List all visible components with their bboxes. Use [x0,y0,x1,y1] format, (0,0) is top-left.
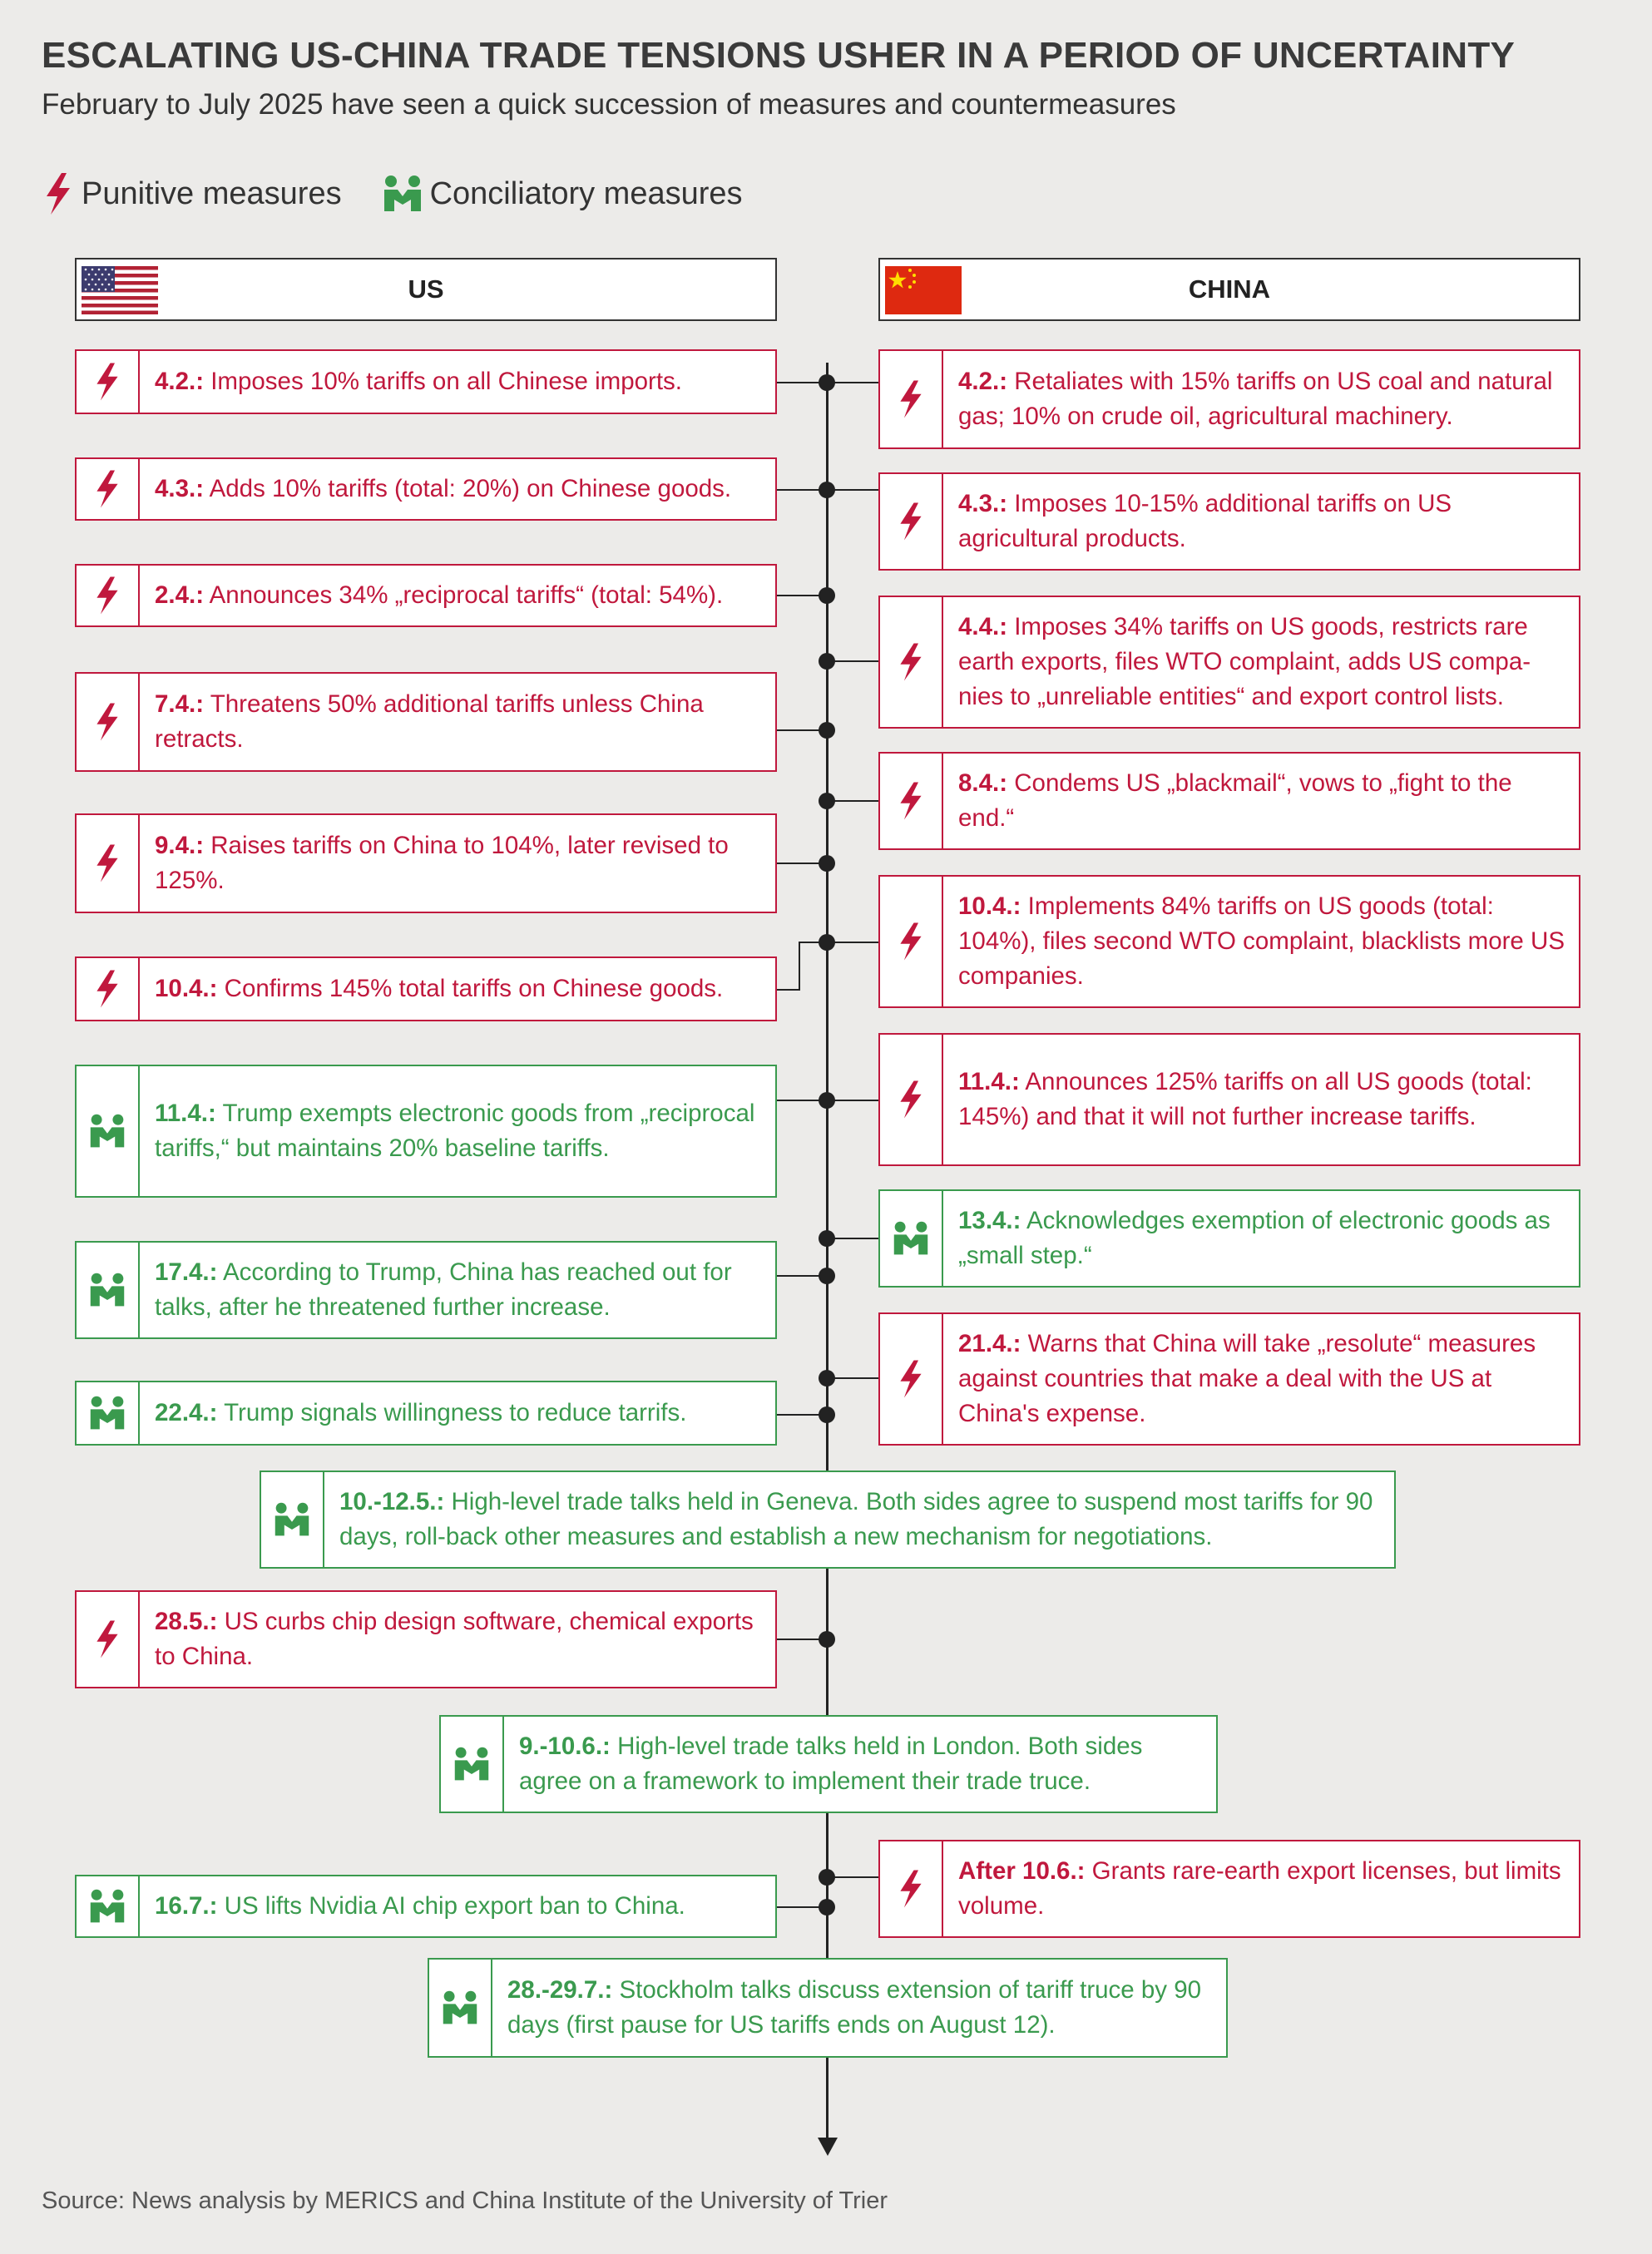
lightning-icon [896,378,926,421]
timeline-dot [819,374,835,391]
timeline-dot [819,587,835,604]
event-text: 4.4.: Imposes 34% tariffs on US goods, restricts rare earth exports, files WTO complaint, adds US compa-nies to „unreliable entities“ and export control lists. [958,613,1531,710]
joint-event-box [428,1958,1228,2058]
lightning-icon [896,1357,926,1401]
event-date: 28.-29.7.: [507,1976,613,2004]
timeline-dot [819,1899,835,1915]
legend-conciliatory [382,173,743,215]
legend [42,171,783,216]
event-text: 9.4.: Raises tariffs on China to 104%, later revised to 125%. [155,832,729,894]
timeline-dot [819,482,835,498]
event-text: 9.-10.6.: High-level trade talks held in London. Both sides agree on a framework to implement their trade truce. [519,1733,1143,1795]
handshake-people-icon [382,173,423,215]
event-date: 10.4.: [155,975,218,1002]
event-date: 4.3.: [155,475,205,502]
timeline-dot [819,653,835,670]
timeline-dot [819,1370,835,1387]
event-text: 7.4.: Threatens 50% additional tariffs unless China retracts. [155,690,704,753]
timeline-dot [819,934,835,951]
event-date: 4.2.: [958,368,1008,395]
china-column-label: CHINA [1188,274,1271,304]
us-event-box [75,1381,777,1446]
us-event-box [75,457,777,521]
us-event-box [75,349,777,414]
event-date: 21.4.: [958,1330,1021,1357]
event-date: 11.4.: [155,1100,216,1127]
event-date: 4.2.: [155,368,205,395]
timeline-dot [819,855,835,872]
handshake-people-icon [453,1745,491,1783]
event-text: 10.4.: Confirms 145% total tariffs on Chinese goods. [155,975,724,1002]
us-event-box [75,813,777,913]
event-date: 4.4.: [958,613,1008,640]
handshake-people-icon [88,1394,126,1432]
event-date: 11.4.: [958,1068,1020,1095]
china-event-box [878,349,1580,449]
event-text: 28.-29.7.: Stockholm talks discuss extension of tariff truce by 90 days (first pause for US tariffs ends on August 12). [507,1976,1202,2039]
handshake-people-icon [88,1887,126,1925]
handshake-people-icon [892,1219,930,1258]
event-date: 17.4.: [155,1258,218,1286]
timeline-dot [819,1406,835,1423]
china-event-box [878,596,1580,729]
event-text: 16.7.: US lifts Nvidia AI chip export ban to China. [155,1892,685,1920]
lightning-icon [92,574,122,617]
china-flag-icon [885,266,962,314]
event-date: After 10.6.: [958,1857,1086,1885]
event-text: 10.-12.5.: High-level trade talks held in Geneva. Both sides agree to suspend most tariffs for 90 days, roll-back other measures and establish a new mechanism for negotiations. [339,1488,1373,1550]
china-event-box [878,1033,1580,1166]
timeline-dot [819,1869,835,1886]
event-date: 16.7.: [155,1892,218,1920]
us-flag-icon [82,266,158,314]
china-event-box [878,1189,1580,1288]
event-text: 11.4.: Announces 125% tariffs on all US goods (total: 145%) and that it will not further increase tariffs. [958,1068,1532,1130]
event-date: 28.5.: [155,1608,218,1635]
us-event-box [75,1875,777,1938]
lightning-icon [896,1867,926,1910]
us-event-box [75,956,777,1021]
joint-event-box [260,1471,1396,1569]
china-event-box [878,472,1580,571]
china-event-box [878,1312,1580,1446]
legend-conciliatory-label: Conciliatory measures [429,175,743,211]
lightning-icon [92,967,122,1011]
handshake-people-icon [88,1271,126,1309]
china-event-box [878,752,1580,850]
timeline-dot [819,1631,835,1648]
event-text: 8.4.: Condems US „blackmail“, vows to „fight to the end.“ [958,769,1512,832]
lightning-icon [92,842,122,885]
legend-punitive [42,171,342,216]
china-event-box [878,875,1580,1008]
source-note: Source: News analysis by MERICS and China Institute of the University of Trier [42,2187,888,2214]
lightning-icon [896,920,926,963]
page-title: ESCALATING US-CHINA TRADE TENSIONS USHER IN A PERIOD OF UNCERTAINTY [42,35,1516,76]
lightning-icon [92,360,122,403]
event-text: 4.3.: Imposes 10-15% additional tariffs on US agricultural products. [958,490,1452,552]
lightning-icon [42,171,75,216]
event-text: 22.4.: Trump signals willingness to reduce tarrifs. [155,1399,687,1426]
us-event-box [75,672,777,772]
timeline-dot [819,793,835,809]
timeline-arrowhead [818,2138,838,2156]
event-text: 17.4.: According to Trump, China has reached out for talks, after he threatened further increase. [155,1258,732,1321]
legend-punitive-label: Punitive measures [82,175,342,211]
event-date: 4.3.: [958,490,1008,517]
lightning-icon [896,640,926,684]
event-date: 10.4.: [958,892,1021,920]
event-text: 28.5.: US curbs chip design software, chemical exports to China. [155,1608,754,1670]
timeline-dot [819,1268,835,1284]
us-event-box [75,564,777,627]
event-date: 10.-12.5.: [339,1488,445,1515]
lightning-icon [92,1618,122,1661]
event-date: 22.4.: [155,1399,218,1426]
event-text: 11.4.: Trump exempts electronic goods from „reciprocal tariffs,“ but maintains 20% baseline tariffs. [155,1100,755,1162]
event-text: 2.4.: Announces 34% „reciprocal tariffs“ (total: 54%). [155,581,724,609]
event-text: 4.3.: Adds 10% tariffs (total: 20%) on Chinese goods. [155,475,732,502]
timeline-dot [819,1230,835,1247]
handshake-people-icon [441,1989,479,2027]
lightning-icon [896,500,926,543]
us-event-box [75,1241,777,1339]
event-date: 8.4.: [958,769,1008,797]
lightning-icon [92,700,122,744]
event-date: 9.4.: [155,832,205,859]
connector [799,942,800,991]
china-column-header [878,258,1580,321]
connector [777,989,800,991]
handshake-people-icon [88,1112,126,1150]
us-event-box [75,1065,777,1198]
event-text: 10.4.: Implements 84% tariffs on US goods (total: 104%), files second WTO complaint, blacklists more US companies. [958,892,1565,990]
handshake-people-icon [273,1500,311,1539]
event-text: 21.4.: Warns that China will take „resolute“ measures against countries that make a deal with the US at China's expense. [958,1330,1536,1427]
lightning-icon [896,1078,926,1121]
timeline-dot [819,1092,835,1109]
event-text: After 10.6.: Grants rare-earth export licenses, but limits volume. [958,1857,1561,1920]
lightning-icon [92,467,122,511]
lightning-icon [896,779,926,823]
event-text: 4.2.: Imposes 10% tariffs on all Chinese imports. [155,368,682,395]
event-date: 9.-10.6.: [519,1733,611,1760]
timeline-dot [819,722,835,739]
us-column-header [75,258,777,321]
page-subtitle: February to July 2025 have seen a quick succession of measures and countermeasures [42,88,1176,121]
us-event-box [75,1590,777,1688]
event-date: 2.4.: [155,581,205,609]
event-text: 4.2.: Retaliates with 15% tariffs on US coal and natural gas; 10% on crude oil, agricultural machinery. [958,368,1553,430]
event-text: 13.4.: Acknowledges exemption of electronic goods as „small step.“ [958,1207,1551,1269]
china-event-box [878,1840,1580,1938]
event-date: 13.4.: [958,1207,1021,1234]
us-column-label: US [408,274,444,304]
event-date: 7.4.: [155,690,205,718]
joint-event-box [439,1715,1218,1813]
